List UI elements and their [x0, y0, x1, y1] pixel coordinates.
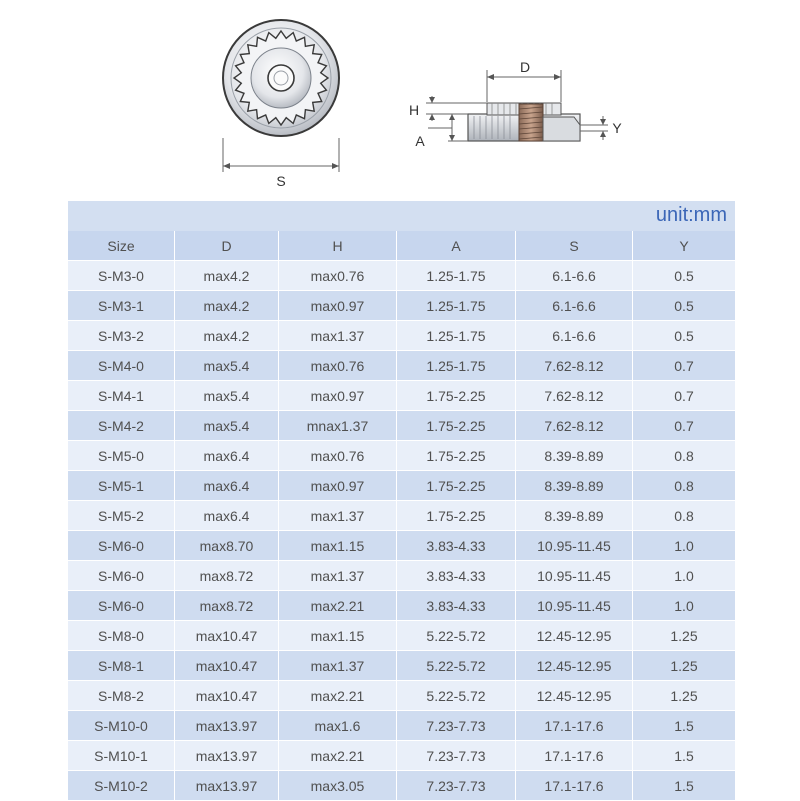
cell-s: 6.1-6.6	[516, 261, 633, 291]
cell-d: max4.2	[175, 321, 279, 351]
cell-s: 10.95-11.45	[516, 531, 633, 561]
cell-y: 0.7	[633, 411, 735, 441]
cell-h: max0.76	[279, 441, 397, 471]
dim-label-a: A	[415, 133, 425, 149]
cell-size: S-M8-2	[68, 681, 175, 711]
col-header-h: H	[279, 231, 397, 261]
table-row	[68, 441, 735, 471]
cell-size: S-M5-1	[68, 471, 175, 501]
table-row	[68, 771, 735, 801]
dim-label-h: H	[408, 102, 420, 118]
drawing-svg	[0, 0, 800, 200]
cell-y: 0.7	[633, 381, 735, 411]
cell-size: S-M10-2	[68, 771, 175, 801]
table-row	[68, 351, 735, 381]
cell-h: max2.21	[279, 681, 397, 711]
cell-y: 1.25	[633, 651, 735, 681]
cell-s: 10.95-11.45	[516, 561, 633, 591]
cell-s: 6.1-6.6	[516, 321, 633, 351]
cell-size: S-M5-2	[68, 501, 175, 531]
dim-label-s: S	[276, 173, 286, 189]
cell-size: S-M6-0	[68, 561, 175, 591]
cell-d: max8.72	[175, 561, 279, 591]
cell-a: 3.83-4.33	[397, 591, 516, 621]
cell-y: 0.7	[633, 351, 735, 381]
cell-h: max1.6	[279, 711, 397, 741]
col-header-y: Y	[633, 231, 735, 261]
cell-s: 17.1-17.6	[516, 711, 633, 741]
cell-d: max10.47	[175, 681, 279, 711]
col-header-d: D	[175, 231, 279, 261]
side-view	[409, 59, 622, 149]
cell-y: 0.8	[633, 501, 735, 531]
table-header-row	[68, 231, 735, 261]
cell-y: 0.8	[633, 471, 735, 501]
cell-a: 1.25-1.75	[397, 321, 516, 351]
cell-size: S-M3-2	[68, 321, 175, 351]
cell-s: 10.95-11.45	[516, 591, 633, 621]
cell-h: max0.97	[279, 471, 397, 501]
front-view	[223, 20, 339, 189]
cell-h: max0.97	[279, 291, 397, 321]
cell-s: 12.45-12.95	[516, 681, 633, 711]
cell-a: 1.75-2.25	[397, 471, 516, 501]
cell-size: S-M4-2	[68, 411, 175, 441]
col-header-a: A	[397, 231, 516, 261]
cell-h: max1.37	[279, 651, 397, 681]
cell-size: S-M4-0	[68, 351, 175, 381]
table-row	[68, 321, 735, 351]
cell-d: max13.97	[175, 711, 279, 741]
center-hole	[268, 65, 294, 91]
cell-a: 7.23-7.73	[397, 711, 516, 741]
cell-d: max10.47	[175, 621, 279, 651]
cell-a: 5.22-5.72	[397, 651, 516, 681]
col-header-s: S	[516, 231, 633, 261]
cell-d: max6.4	[175, 471, 279, 501]
cell-y: 0.5	[633, 261, 735, 291]
cell-h: max1.37	[279, 321, 397, 351]
cell-d: max6.4	[175, 441, 279, 471]
technical-drawing	[0, 0, 800, 200]
cell-h: max0.76	[279, 351, 397, 381]
table-row	[68, 651, 735, 681]
cell-d: max8.72	[175, 591, 279, 621]
cell-s: 17.1-17.6	[516, 741, 633, 771]
cell-a: 7.23-7.73	[397, 741, 516, 771]
cell-y: 0.5	[633, 321, 735, 351]
cell-h: max1.37	[279, 501, 397, 531]
cell-d: max13.97	[175, 771, 279, 801]
table-row	[68, 381, 735, 411]
cell-h: max1.37	[279, 561, 397, 591]
table-row	[68, 261, 735, 291]
cell-d: max5.4	[175, 381, 279, 411]
cell-d: max4.2	[175, 291, 279, 321]
cell-h: max2.21	[279, 741, 397, 771]
table-row	[68, 531, 735, 561]
table-body	[68, 261, 735, 801]
cell-s: 12.45-12.95	[516, 621, 633, 651]
cell-size: S-M4-1	[68, 381, 175, 411]
cell-a: 5.22-5.72	[397, 681, 516, 711]
dim-label-y: Y	[612, 120, 622, 136]
table-row	[68, 741, 735, 771]
cell-size: S-M10-1	[68, 741, 175, 771]
cell-a: 3.83-4.33	[397, 561, 516, 591]
cell-y: 1.5	[633, 771, 735, 801]
cell-s: 12.45-12.95	[516, 651, 633, 681]
cell-size: S-M6-0	[68, 531, 175, 561]
cell-d: max4.2	[175, 261, 279, 291]
cell-h: max1.15	[279, 621, 397, 651]
cell-y: 1.25	[633, 621, 735, 651]
cell-s: 6.1-6.6	[516, 291, 633, 321]
cell-size: S-M6-0	[68, 591, 175, 621]
table-row	[68, 291, 735, 321]
table-row	[68, 411, 735, 441]
cell-y: 1.0	[633, 531, 735, 561]
table-row	[68, 711, 735, 741]
table-row	[68, 681, 735, 711]
table-row	[68, 471, 735, 501]
spec-table	[68, 231, 735, 801]
table-row	[68, 561, 735, 591]
cell-d: max8.70	[175, 531, 279, 561]
cell-y: 0.5	[633, 291, 735, 321]
cell-s: 8.39-8.89	[516, 471, 633, 501]
unit-label: unit:mm	[655, 204, 727, 226]
cell-h: max2.21	[279, 591, 397, 621]
cell-s: 8.39-8.89	[516, 441, 633, 471]
cell-a: 1.25-1.75	[397, 291, 516, 321]
cell-y: 1.25	[633, 681, 735, 711]
cell-a: 5.22-5.72	[397, 621, 516, 651]
cell-h: max3.05	[279, 771, 397, 801]
cell-size: S-M10-0	[68, 711, 175, 741]
cell-a: 1.25-1.75	[397, 351, 516, 381]
dim-label-d: D	[519, 59, 531, 75]
cell-a: 3.83-4.33	[397, 531, 516, 561]
table-row	[68, 501, 735, 531]
table-row	[68, 591, 735, 621]
cell-a: 1.75-2.25	[397, 411, 516, 441]
cell-s: 17.1-17.6	[516, 771, 633, 801]
cell-size: S-M3-1	[68, 291, 175, 321]
cell-a: 1.75-2.25	[397, 381, 516, 411]
cell-size: S-M5-0	[68, 441, 175, 471]
cell-size: S-M8-0	[68, 621, 175, 651]
cell-d: max6.4	[175, 501, 279, 531]
cell-size: S-M8-1	[68, 651, 175, 681]
cell-a: 1.25-1.75	[397, 261, 516, 291]
cell-h: max0.97	[279, 381, 397, 411]
cell-s: 8.39-8.89	[516, 501, 633, 531]
cell-s: 7.62-8.12	[516, 381, 633, 411]
cell-y: 1.5	[633, 711, 735, 741]
cell-s: 7.62-8.12	[516, 351, 633, 381]
cell-h: max1.15	[279, 531, 397, 561]
cell-d: max5.4	[175, 411, 279, 441]
cell-h: max0.76	[279, 261, 397, 291]
col-header-size: Size	[68, 231, 175, 261]
cell-a: 1.75-2.25	[397, 501, 516, 531]
cell-d: max13.97	[175, 741, 279, 771]
cell-y: 1.0	[633, 591, 735, 621]
cell-a: 7.23-7.73	[397, 771, 516, 801]
cell-s: 7.62-8.12	[516, 411, 633, 441]
cell-h: mnax1.37	[279, 411, 397, 441]
cell-d: max5.4	[175, 351, 279, 381]
cell-y: 1.5	[633, 741, 735, 771]
cell-y: 1.0	[633, 561, 735, 591]
cell-d: max10.47	[175, 651, 279, 681]
table-row	[68, 621, 735, 651]
unit-row	[68, 201, 735, 231]
cell-a: 1.75-2.25	[397, 441, 516, 471]
spec-table-panel	[68, 201, 735, 801]
cell-size: S-M3-0	[68, 261, 175, 291]
cell-y: 0.8	[633, 441, 735, 471]
